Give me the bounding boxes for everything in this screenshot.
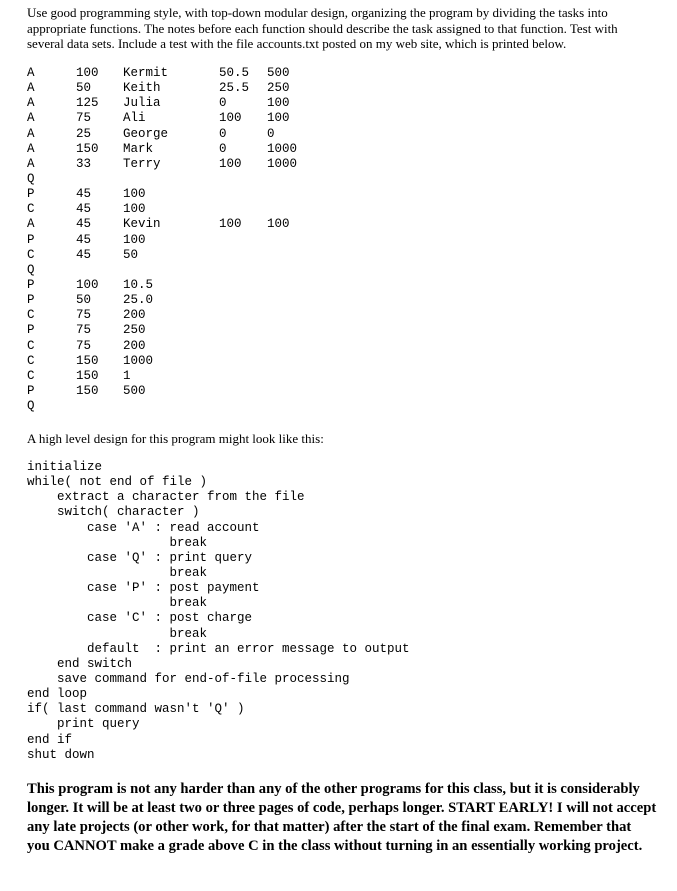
field-value: 100	[123, 187, 146, 202]
field-value: 0	[219, 126, 227, 141]
pseudocode-line: case 'C' : post charge	[27, 611, 253, 626]
field-value: 50	[123, 247, 139, 262]
field-value: 150	[76, 141, 99, 156]
pseudocode-line: initialize	[27, 460, 103, 474]
command-code: P	[27, 323, 35, 338]
field-value: 100	[123, 202, 146, 217]
field-value: 100	[267, 111, 290, 126]
command-code: A	[27, 141, 35, 156]
command-code: A	[27, 111, 35, 126]
command-code: Q	[27, 171, 35, 186]
field-value: 150	[76, 383, 99, 398]
command-code: C	[27, 202, 35, 217]
field-value: 25.5	[219, 81, 250, 96]
field-value: 250	[123, 323, 146, 338]
field-value: 0	[219, 96, 227, 111]
field-value: 200	[123, 338, 146, 353]
pseudocode-line: case 'P' : post payment	[27, 581, 260, 596]
command-code: Q	[27, 262, 35, 277]
pseudocode-line: switch( character )	[27, 505, 200, 520]
field-value: 45	[76, 187, 92, 202]
assignment-instructions: Use good programming style, with top-down modular design, organizing the program by dividing the tasks into appropriate functions. The notes before each function should describe the task assigned to that function. Test with several data sets. Include a test with the file accounts.txt posted on my web site, which is printed below.	[27, 5, 618, 51]
pseudocode-line: print query	[27, 717, 140, 732]
field-value: 45	[76, 217, 92, 232]
field-value: 50.5	[219, 66, 250, 80]
command-code: P	[27, 232, 35, 247]
pseudocode-line: case 'A' : read account	[27, 520, 260, 535]
command-code: Q	[27, 399, 35, 414]
field-value: 1000	[267, 156, 298, 171]
command-code: C	[27, 353, 35, 368]
field-value: 50	[76, 81, 92, 96]
field-value: Kermit	[123, 66, 169, 80]
field-value: 75	[76, 338, 92, 353]
field-value: 10.5	[123, 277, 154, 292]
command-code: C	[27, 308, 35, 323]
field-value: 1	[123, 368, 131, 383]
field-value: 25.0	[123, 293, 154, 308]
field-value: 50	[76, 293, 92, 308]
field-value: Ali	[123, 111, 146, 126]
field-value: 75	[76, 323, 92, 338]
field-value: 150	[76, 368, 99, 383]
field-value: 45	[76, 247, 92, 262]
field-value: 0	[267, 126, 275, 141]
command-code: A	[27, 217, 35, 232]
field-value: 100	[267, 96, 290, 111]
command-code: A	[27, 156, 35, 171]
field-value: 100	[76, 277, 99, 292]
command-code: P	[27, 187, 35, 202]
field-value: 200	[123, 308, 146, 323]
pseudocode-line: end switch	[27, 656, 133, 671]
pseudocode-line: break	[27, 565, 208, 580]
pseudocode-line: save command for end-of-file processing	[27, 671, 350, 686]
field-value: 100	[123, 232, 146, 247]
pseudocode-line: end loop	[27, 687, 88, 702]
command-code: A	[27, 66, 35, 80]
field-value: 33	[76, 156, 92, 171]
field-value: 1000	[267, 141, 298, 156]
field-value: 250	[267, 81, 290, 96]
field-value: 125	[76, 96, 99, 111]
field-value: 100	[76, 66, 99, 80]
field-value: Keith	[123, 81, 161, 96]
command-code: C	[27, 247, 35, 262]
pseudocode-line: shut down	[27, 747, 95, 762]
field-value: 500	[123, 383, 146, 398]
field-value: 0	[219, 141, 227, 156]
command-code: C	[27, 368, 35, 383]
field-value: Terry	[123, 156, 161, 171]
field-value: 75	[76, 308, 92, 323]
command-code: A	[27, 96, 35, 111]
pseudocode-line: extract a character from the file	[27, 490, 305, 505]
pseudocode-line: while( not end of file )	[27, 475, 208, 490]
command-code: P	[27, 277, 35, 292]
field-value: 75	[76, 111, 92, 126]
pseudocode-line: break	[27, 535, 208, 550]
command-code: A	[27, 126, 35, 141]
field-value: 100	[219, 217, 242, 232]
field-value: 100	[267, 217, 290, 232]
pseudocode-line: default : print an error message to output	[27, 641, 410, 656]
field-value: 45	[76, 202, 92, 217]
pseudocode-line: if( last command wasn't 'Q' )	[27, 702, 245, 717]
field-value: 150	[76, 353, 99, 368]
pseudocode-line: break	[27, 626, 208, 641]
closing-warning: This program is not any harder than any of the other programs for this class, but it is considerably longer. It will be at least two or three pages of code, perhaps longer. START EARLY! I will not accept any late projects (or other work, for that matter) after the start of the final exam. Remember that you CANNOT make a grade above C in the class without turning in an essentially working project.	[27, 781, 657, 854]
command-code: P	[27, 383, 35, 398]
design-intro-text: A high level design for this program might look like this:	[27, 431, 324, 446]
field-value: 45	[76, 232, 92, 247]
command-code: A	[27, 81, 35, 96]
field-value: Julia	[123, 96, 161, 111]
high-level-design-pseudocode	[27, 460, 410, 763]
pseudocode-line: end if	[27, 732, 73, 747]
command-code: P	[27, 293, 35, 308]
field-value: 25	[76, 126, 92, 141]
pseudocode-line: break	[27, 596, 208, 611]
field-value: Mark	[123, 141, 154, 156]
field-value: George	[123, 126, 169, 141]
field-value: 100	[219, 156, 242, 171]
field-value: 100	[219, 111, 242, 126]
field-value: 500	[267, 66, 290, 80]
command-code: C	[27, 338, 35, 353]
field-value: Kevin	[123, 217, 161, 232]
field-value: 1000	[123, 353, 154, 368]
pseudocode-line: case 'Q' : print query	[27, 550, 253, 565]
